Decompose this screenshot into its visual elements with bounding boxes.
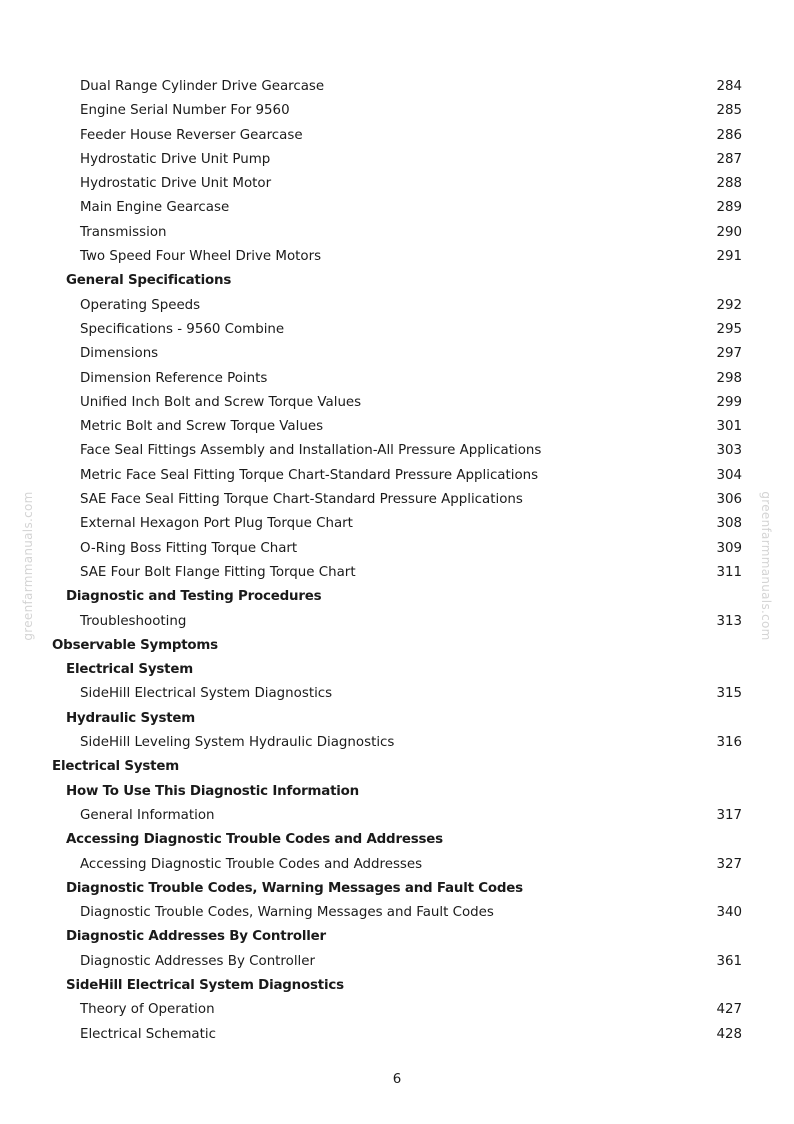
toc-entry[interactable] [0, 804, 794, 828]
toc-entry-page-number: 284 [716, 79, 742, 94]
toc-entry-page-number: 427 [716, 1002, 742, 1018]
toc-entry[interactable] [0, 221, 794, 245]
toc-entry[interactable] [0, 1023, 794, 1047]
toc-entry-title: SideHill Leveling System Hydraulic Diagnostics [80, 735, 395, 751]
toc-entry-page-number: 316 [716, 735, 742, 751]
toc-entry-title: Metric Face Seal Fitting Torque Chart-Standard Pressure Applications [80, 467, 539, 483]
toc-entry[interactable] [0, 488, 794, 512]
toc-section-heading [0, 634, 794, 658]
toc-entry-title: SAE Face Seal Fitting Torque Chart-Standard Pressure Applications [80, 492, 523, 508]
toc-section-heading [0, 658, 794, 682]
toc-entry[interactable] [0, 561, 794, 585]
toc-entry[interactable] [0, 196, 794, 220]
toc-entry[interactable] [0, 415, 794, 439]
toc-entry-page-number: 286 [716, 127, 742, 143]
toc-entry-title: Feeder House Reverser Gearcase [80, 127, 303, 143]
toc-entry-title: Hydraulic System [66, 710, 196, 726]
toc-entry-title: Electrical System [66, 662, 193, 678]
toc-entry-page-number: 287 [716, 151, 742, 167]
toc-entry-page-number: 297 [716, 346, 742, 362]
toc-section-heading [0, 828, 794, 852]
toc-section-heading [0, 877, 794, 901]
toc-entry-title: Hydrostatic Drive Unit Pump [80, 151, 271, 167]
toc-section-heading [0, 585, 794, 609]
toc-entry-title: Diagnostic Addresses By Controller [66, 929, 326, 945]
toc-entry[interactable] [0, 124, 794, 148]
toc-entry-page-number: 327 [716, 856, 742, 872]
toc-entry-title: Theory of Operation [80, 1002, 215, 1018]
toc-entry-page-number: 313 [716, 613, 742, 629]
toc-section-heading [0, 780, 794, 804]
toc-section-heading [0, 269, 794, 293]
watermark-left: greenfarmmanuals.com [21, 491, 35, 641]
toc-entry-title: SideHill Electrical System Diagnostics [80, 686, 333, 702]
toc-entry[interactable] [0, 682, 794, 706]
toc-entry-title: SAE Four Bolt Flange Fitting Torque Chart [80, 564, 356, 580]
toc-entry-title: Dimension Reference Points [80, 370, 268, 386]
toc-entry-title: Observable Symptoms [52, 637, 218, 653]
toc-entry-title: Dual Range Cylinder Drive Gearcase [80, 79, 325, 94]
toc-entry-page-number: 298 [716, 370, 742, 386]
toc-entry[interactable] [0, 998, 794, 1022]
toc-entry[interactable] [0, 245, 794, 269]
toc-entry-page-number: 301 [716, 419, 742, 435]
toc-entry[interactable] [0, 610, 794, 634]
toc-entry[interactable] [0, 318, 794, 342]
toc-entry-title: Diagnostic and Testing Procedures [66, 589, 322, 605]
toc-entry[interactable] [0, 537, 794, 561]
toc-entry[interactable] [0, 99, 794, 123]
toc-entry-page-number: 304 [716, 467, 742, 483]
toc-entry-title: Operating Speeds [80, 297, 201, 313]
toc-entry-title: Accessing Diagnostic Trouble Codes and Addresses [80, 856, 423, 872]
toc-entry-page-number: 290 [716, 224, 742, 240]
toc-entry[interactable] [0, 148, 794, 172]
toc-entry-title: Two Speed Four Wheel Drive Motors [80, 249, 322, 265]
toc-entry[interactable] [0, 731, 794, 755]
toc-entry-page-number: 311 [716, 564, 742, 580]
toc-entry-title: Dimensions [80, 346, 159, 362]
toc-entry-page-number: 340 [716, 905, 742, 921]
toc-entry-page-number: 308 [716, 516, 742, 532]
toc-section-heading [0, 974, 794, 998]
toc-entry-page-number: 285 [716, 103, 742, 119]
toc-entry-title: Main Engine Gearcase [80, 200, 230, 216]
toc-entry[interactable] [0, 342, 794, 366]
toc-entry-title: Unified Inch Bolt and Screw Torque Values [80, 394, 362, 410]
toc-entry-title: SideHill Electrical System Diagnostics [66, 977, 344, 993]
toc-entry-page-number: 288 [716, 176, 742, 192]
toc-entry-title: Electrical System [52, 759, 179, 775]
toc-entry[interactable] [0, 853, 794, 877]
toc-entry[interactable] [0, 367, 794, 391]
toc-entry-title: Accessing Diagnostic Trouble Codes and Addresses [66, 832, 443, 848]
toc-section-heading [0, 755, 794, 779]
toc-entry[interactable] [0, 439, 794, 463]
toc-entry[interactable] [0, 512, 794, 536]
toc-entry[interactable] [0, 172, 794, 196]
toc-entry-title: Metric Bolt and Screw Torque Values [80, 419, 324, 435]
toc-entry-page-number: 291 [716, 249, 742, 265]
toc-entry[interactable] [0, 294, 794, 318]
toc-entry[interactable] [0, 901, 794, 925]
toc-entry-title: How To Use This Diagnostic Information [66, 783, 360, 799]
toc-entry-page-number: 317 [716, 807, 742, 823]
toc-section-heading [0, 925, 794, 949]
toc-entry[interactable] [0, 391, 794, 415]
toc-entry-page-number: 289 [716, 200, 742, 216]
toc-entry-page-number: 295 [716, 321, 742, 337]
watermark-right: greenfarmmanuals.com [759, 491, 773, 641]
toc-entry-title: Diagnostic Trouble Codes, Warning Messages and Fault Codes [80, 905, 494, 921]
toc-entry-page-number: 299 [716, 394, 742, 410]
toc-entry-page-number: 428 [716, 1026, 742, 1042]
toc-entry-page-number: 309 [716, 540, 742, 556]
toc-entry-page-number: 361 [716, 953, 742, 969]
toc-entry-title: Hydrostatic Drive Unit Motor [80, 176, 272, 192]
toc-entry[interactable] [0, 464, 794, 488]
toc-entry-title: Troubleshooting [80, 613, 187, 629]
toc-entry-title: External Hexagon Port Plug Torque Chart [80, 516, 353, 532]
toc-entry-title: Diagnostic Addresses By Controller [80, 953, 316, 969]
toc-entry-title: Electrical Schematic [80, 1026, 216, 1042]
table-of-contents [0, 75, 794, 1047]
toc-entry-title: Specifications - 9560 Combine [80, 321, 285, 337]
page-number: 6 [392, 1072, 402, 1087]
toc-entry-page-number: 303 [716, 443, 742, 459]
toc-entry-title: Transmission [80, 224, 167, 240]
toc-section-heading [0, 707, 794, 731]
toc-entry-page-number: 306 [716, 492, 742, 508]
toc-entry[interactable] [0, 75, 794, 99]
toc-entry-page-number: 292 [716, 297, 742, 313]
toc-entry-title: O-Ring Boss Fitting Torque Chart [80, 540, 298, 556]
toc-entry-title: Face Seal Fittings Assembly and Installation-All Pressure Applications [80, 443, 542, 459]
toc-entry[interactable] [0, 950, 794, 974]
toc-entry-title: General Specifications [66, 273, 232, 289]
toc-entry-title: Diagnostic Trouble Codes, Warning Messages and Fault Codes [66, 880, 523, 896]
toc-entry-title: Engine Serial Number For 9560 [80, 103, 290, 119]
toc-entry-page-number: 315 [716, 686, 742, 702]
toc-entry-title: General Information [80, 807, 215, 823]
